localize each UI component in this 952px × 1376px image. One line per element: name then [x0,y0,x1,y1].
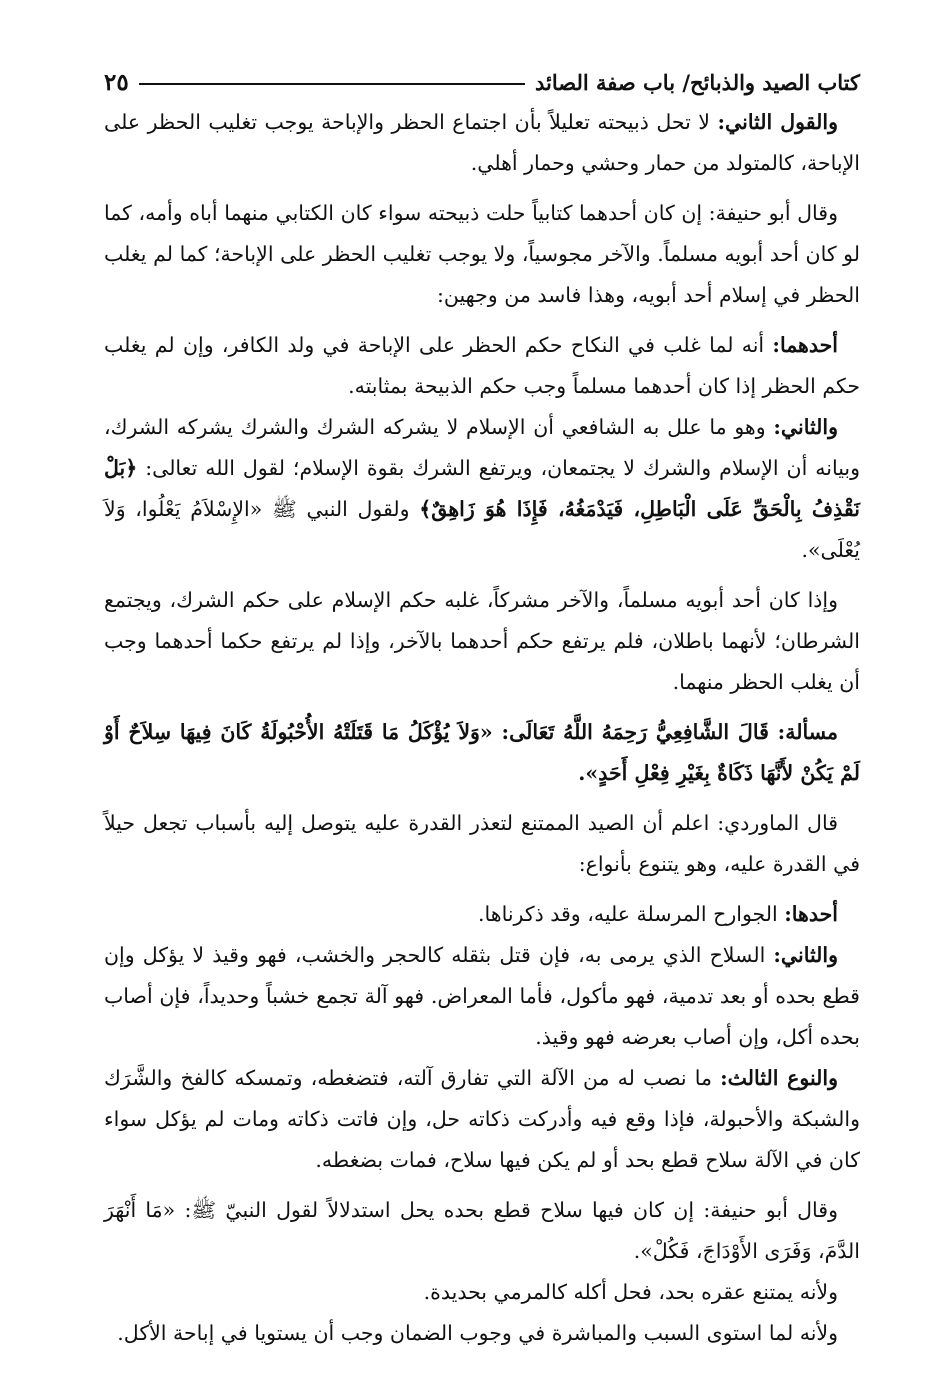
paragraph-text: الجوارح المرسلة عليه، وقد ذكرناها. [478,902,785,926]
paragraph-lead: مسألة: قَالَ الشَّافِعِيُّ [655,720,838,744]
paragraph-lead: والثاني: [773,943,838,967]
paragraph-lead: والنوع الثالث: [720,1066,838,1090]
paragraph-text: وهو ما علل به الشافعي أن الإسلام لا يشركه الشرك والشرك يشركه الشرك، وبيانه أن الإسلام والشرك لا يجتمعان، ويرتفع الشرك بقوة الإسلام؛ لقول الله تعالى: [104,415,860,480]
running-head: كتاب الصيد والذبائح/ باب صفة الصائد [534,69,860,95]
paragraph [104,1190,860,1272]
paragraph-text: وقال أبو حنيفة: إن كان أحدهما كتابياً حلت ذبيحته سواء كان الكتابي منهما أباه وأمه، كما لو كان أحد أبويه مسلماً. والآخر مجوسياً، ولا يوجب تغليب الحظر على الإباحة؛ كما لم يغلب الحظر في إسلام أحد أبويه، وهذا فاسد من وجهين: [104,201,860,307]
paragraph-tail: ولقول النبي ﷺ «الإِسْلاَمُ يَعْلُوا، وَلاَ يُعْلَى». [104,497,860,562]
paragraph [104,1058,860,1181]
quran-quote: ﴿بَلْ نَقْذِفُ بِالْحَقِّ عَلَى الْبَاطِلِ، فَيَدْمَغُهُ، فَإِذَا هُوَ زَاهِقٌ﴾ [104,456,860,521]
paragraph-text: أنه لما غلب في النكاح حكم الحظر على الإباحة في ولد الكافر، وإن لم يغلب حكم الحظر إذا كان أحدهما مسلماً وجب حكم الذبيحة بمثابته. [104,333,860,398]
paragraph-text: قال الماوردي: اعلم أن الصيد الممتنع لتعذر القدرة عليه يتوصل إليه بأسباب تجعل حيلاً في القدرة عليه، وهو يتنوع بأنواع: [104,811,860,876]
paragraph [104,193,860,316]
paragraph-text: ولأنه يمتنع عقره بحد، فحل أكله كالمرمي بحديدة. [423,1280,838,1304]
paragraph-lead: أحدهما: [772,333,838,357]
page-header [104,62,860,102]
paragraph-text: ولأنه لما استوى السبب والمباشرة في وجوب الضمان وجب أن يستويا في إباحة الأكل. [117,1321,838,1345]
paragraph-text: لا تحل ذبيحته تعليلاً بأن اجتماع الحظر والإباحة يوجب تغليب الحظر على الإباحة، كالمتولد من حمار وحشي وحمار أهلي. [104,110,860,175]
paragraph [104,712,860,794]
paragraph [104,1272,860,1313]
paragraph [104,803,860,885]
paragraph [104,580,860,703]
paragraph [104,325,860,407]
paragraph [104,894,860,935]
paragraph [104,407,860,571]
paragraph [104,102,860,184]
paragraph [104,1313,860,1354]
paragraph-text: وقال أبو حنيفة: إن كان فيها سلاح قطع بحده يحل استدلالاً لقول النبيّ ﷺ: «مَا أَنْهَرَ الدَّمَ، وَفَرَى الأَوْدَاجَ، فَكُلْ». [104,1198,860,1263]
page-number: ٢٥ [104,68,129,96]
paragraph-lead: والثاني: [773,415,838,439]
paragraph [104,935,860,1058]
paragraph-text: رَحِمَهُ اللَّهُ تَعَالَى: «وَلاَ يُؤْكَلُ مَا قَتَلَتْهُ الأُحْبُولَةُ كَانَ فِيهَا سِلاَحٌ أَوْ لَمْ يَكُنْ لأَنَّهَا ذَكَاةٌ بِغَيْرِ فِعْلِ أَحَدٍ». [104,720,860,785]
header-rule [139,83,525,85]
paragraph-text: السلاح الذي يرمى به، فإن قتل بثقله كالحجر والخشب، فهو وقيذ لا يؤكل وإن قطع بحده أو بعد تدمية، فهو مأكول، فأما المعراض. فهو آلة تجمع خشباً وحديداً، فإن أصاب بحده أكل، وإن أصاب بعرضه فهو وقيذ. [104,943,860,1049]
paragraph-text: ما نصب له من الآلة التي تفارق آلته، فتضغطه، وتمسكه كالفخ والشَّرَك والشبكة والأحبولة، فإذا وقع فيه وأدركت ذكاته حل، وإن فاتت ذكاته ومات لم يؤكل سواء كان في الآلة سلاح قطع بحد أو لم يكن فيها سلاح، فمات بضغطه. [104,1066,860,1172]
paragraph-text: وإذا كان أحد أبويه مسلماً، والآخر مشركاً، غلبه حكم الإسلام على حكم الشرك، ويجتمع الشرطان؛ لأنهما باطلان، فلم يرتفع حكم أحدهما بالآخر، وإذا لم يرتفع حكما أحدهما وجب أن يغلب الحظر منهما. [104,588,860,694]
page-body [104,102,860,1354]
paragraph-lead: والقول الثاني: [717,110,838,134]
paragraph-lead: أحدها: [784,902,838,926]
